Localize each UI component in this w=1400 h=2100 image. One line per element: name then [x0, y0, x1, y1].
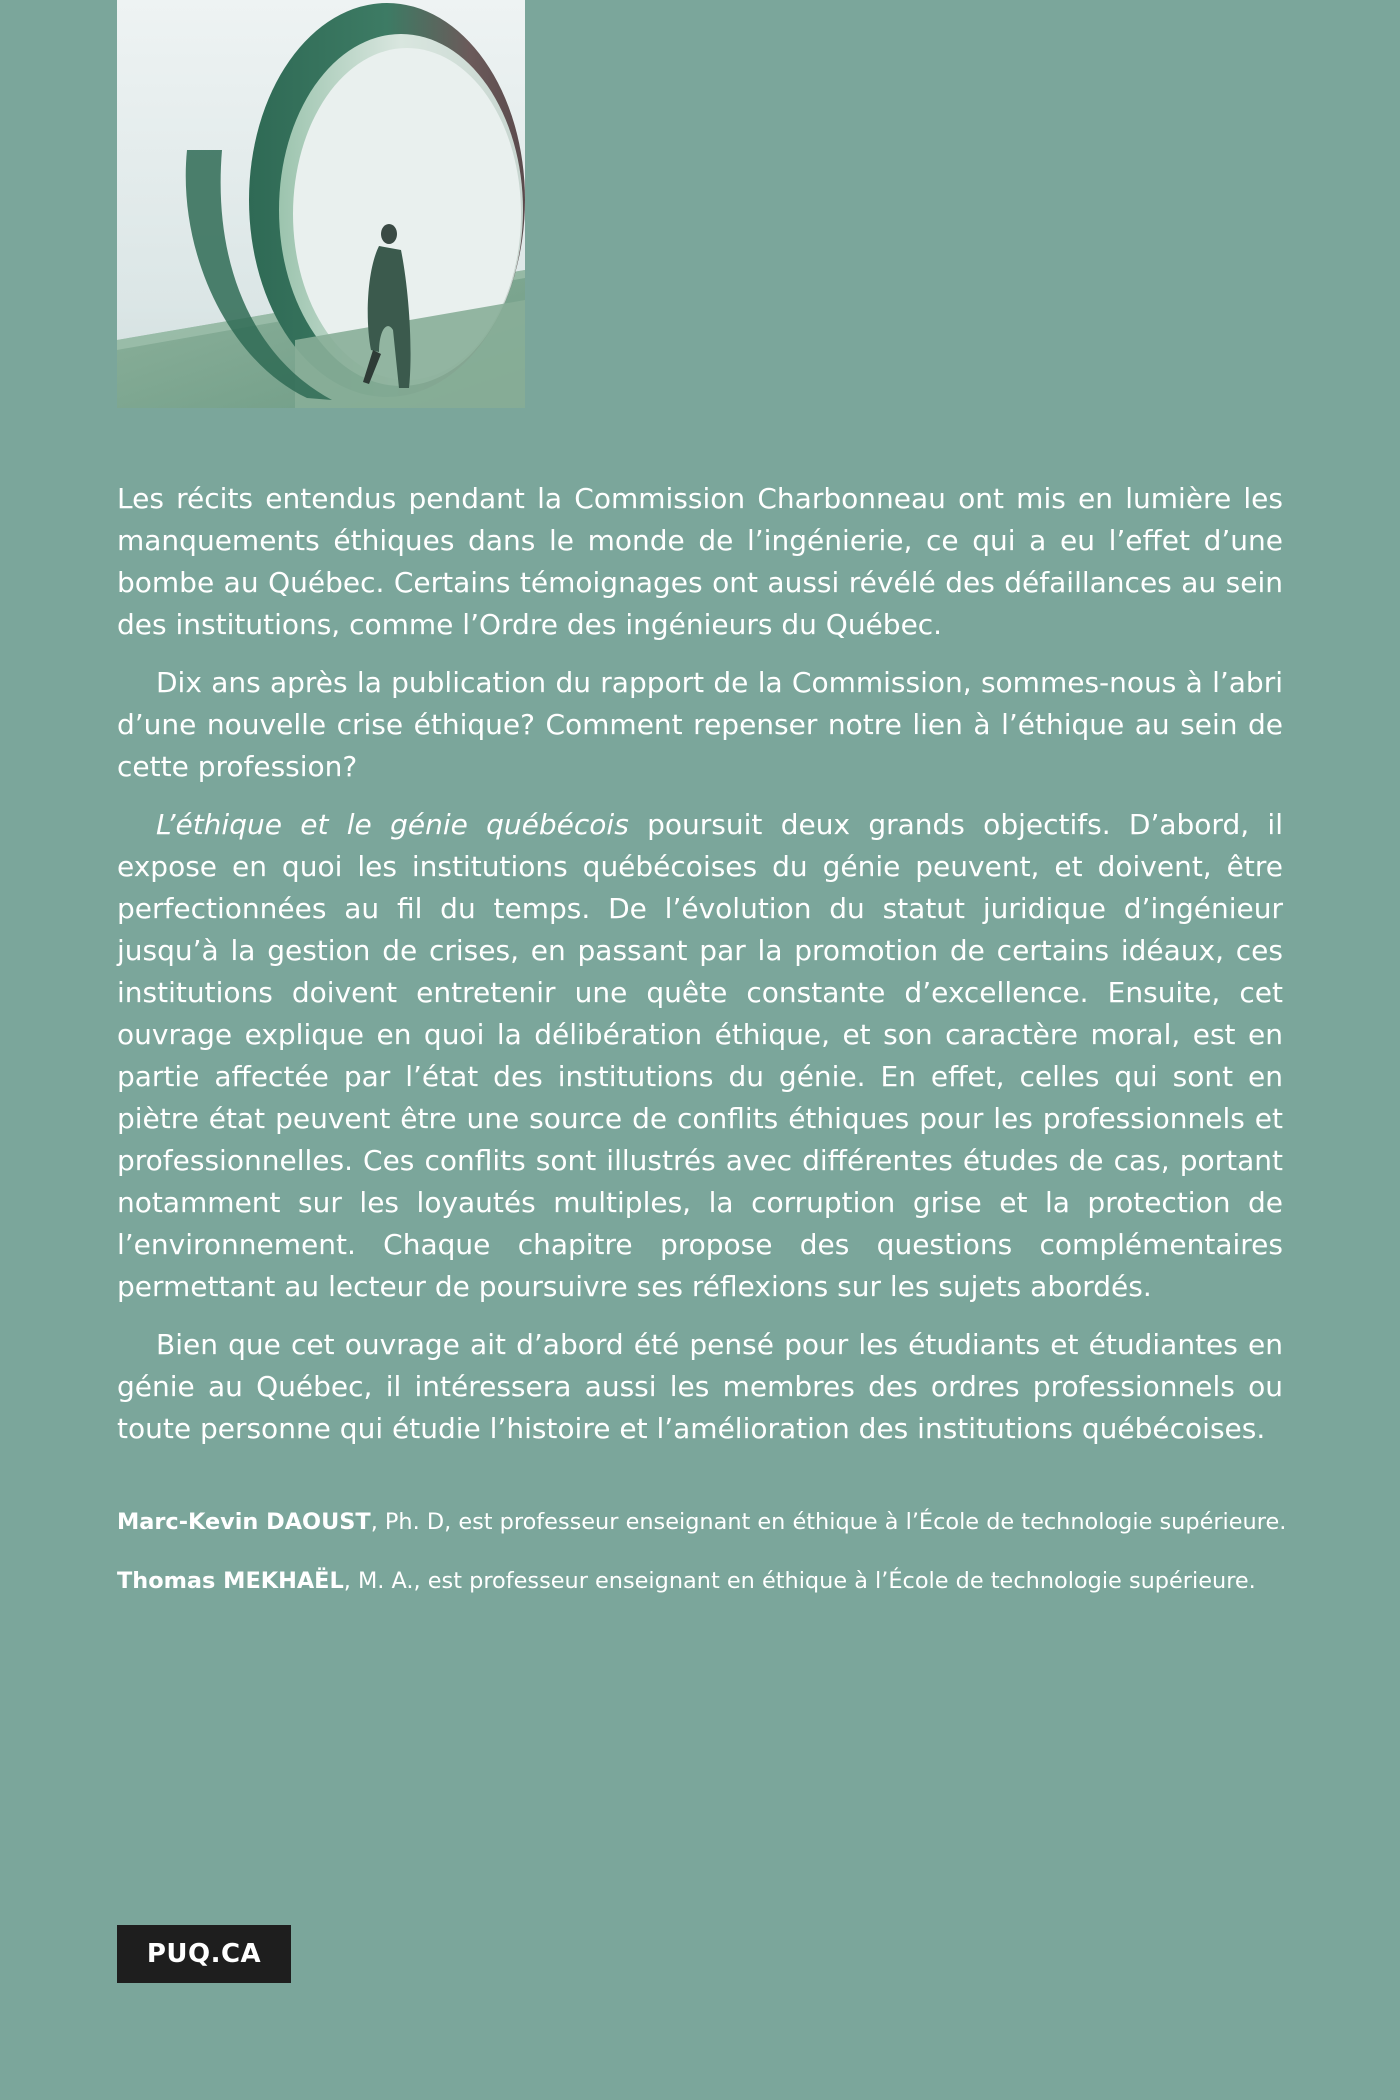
- author-bio-1: [117, 1506, 1287, 1538]
- blurb-paragraph-1: Les récits entendus pendant la Commission Charbonneau ont mis en lumière les manquements éthiques dans le monde de l’ingénierie, ce qui a eu l’effet d’une bombe au Québec. Certains témoignages ont aussi révélé des défaillances au sein des institutions, comme l’Ordre des ingénieurs du Québec.: [117, 482, 1283, 641]
- author-description: , M. A., est professeur enseignant en éthique à l’École de technologie supérieure.: [343, 1568, 1256, 1594]
- publisher-badge: PUQ.CA: [117, 1925, 291, 1983]
- back-cover-blurb: [117, 478, 1283, 1466]
- book-title: L’éthique et le génie québécois: [156, 808, 629, 841]
- blurb-paragraph-3-text: poursuit deux grands objectifs. D’abord, il expose en quoi les institutions québécoises du génie peuvent, et doivent, être perfectionnées au fil du temps. De l’évolution du statut juridique d’ingénieur jusqu’à la gestion de crises, en passant par la promotion de certains idéaux, ces institutions doivent entretenir une quête constante d’excellence. Ensuite, cet ouvrage explique en quoi la délibération éthique, et son caractère moral, est en partie affectée par l’état des institutions du génie. En effet, celles qui sont en piètre état peuvent être une source de conflits éthiques pour les professionnels et professionnelles. Ces conflits sont illustrés avec différentes études de cas, portant notamment sur les loyautés multiples, la corruption grise et la protection de l’environnement. Chaque chapitre propose des questions complémentaires permettant au lecteur de poursuivre ses réflexions sur les sujets abordés.: [117, 808, 1283, 1303]
- blurb-paragraph-4: Bien que cet ouvrage ait d’abord été pensé pour les étudiants et étudiantes en génie au Québec, il intéressera aussi les membres des ordres professionnels ou toute personne qui étudie l’histoire et l’amélioration des institutions québécoises.: [117, 1328, 1283, 1445]
- blurb-paragraph-2: Dix ans après la publication du rapport de la Commission, sommes-nous à l’abri d’une nouvelle crise éthique? Comment repenser notre lien à l’éthique au sein de cette profession?: [117, 666, 1283, 783]
- author-name: Marc-Kevin DAOUST: [117, 1509, 371, 1535]
- author-bios: [117, 1506, 1287, 1624]
- author-bio-2: [117, 1565, 1287, 1597]
- cover-illustration: [117, 0, 525, 408]
- blurb-paragraph-3: [117, 804, 1283, 1308]
- ring-figure-illustration: [117, 0, 525, 408]
- author-name: Thomas MEKHAËL: [117, 1568, 344, 1594]
- author-description: , Ph. D, est professeur enseignant en éthique à l’École de technologie supérieure.: [370, 1509, 1287, 1535]
